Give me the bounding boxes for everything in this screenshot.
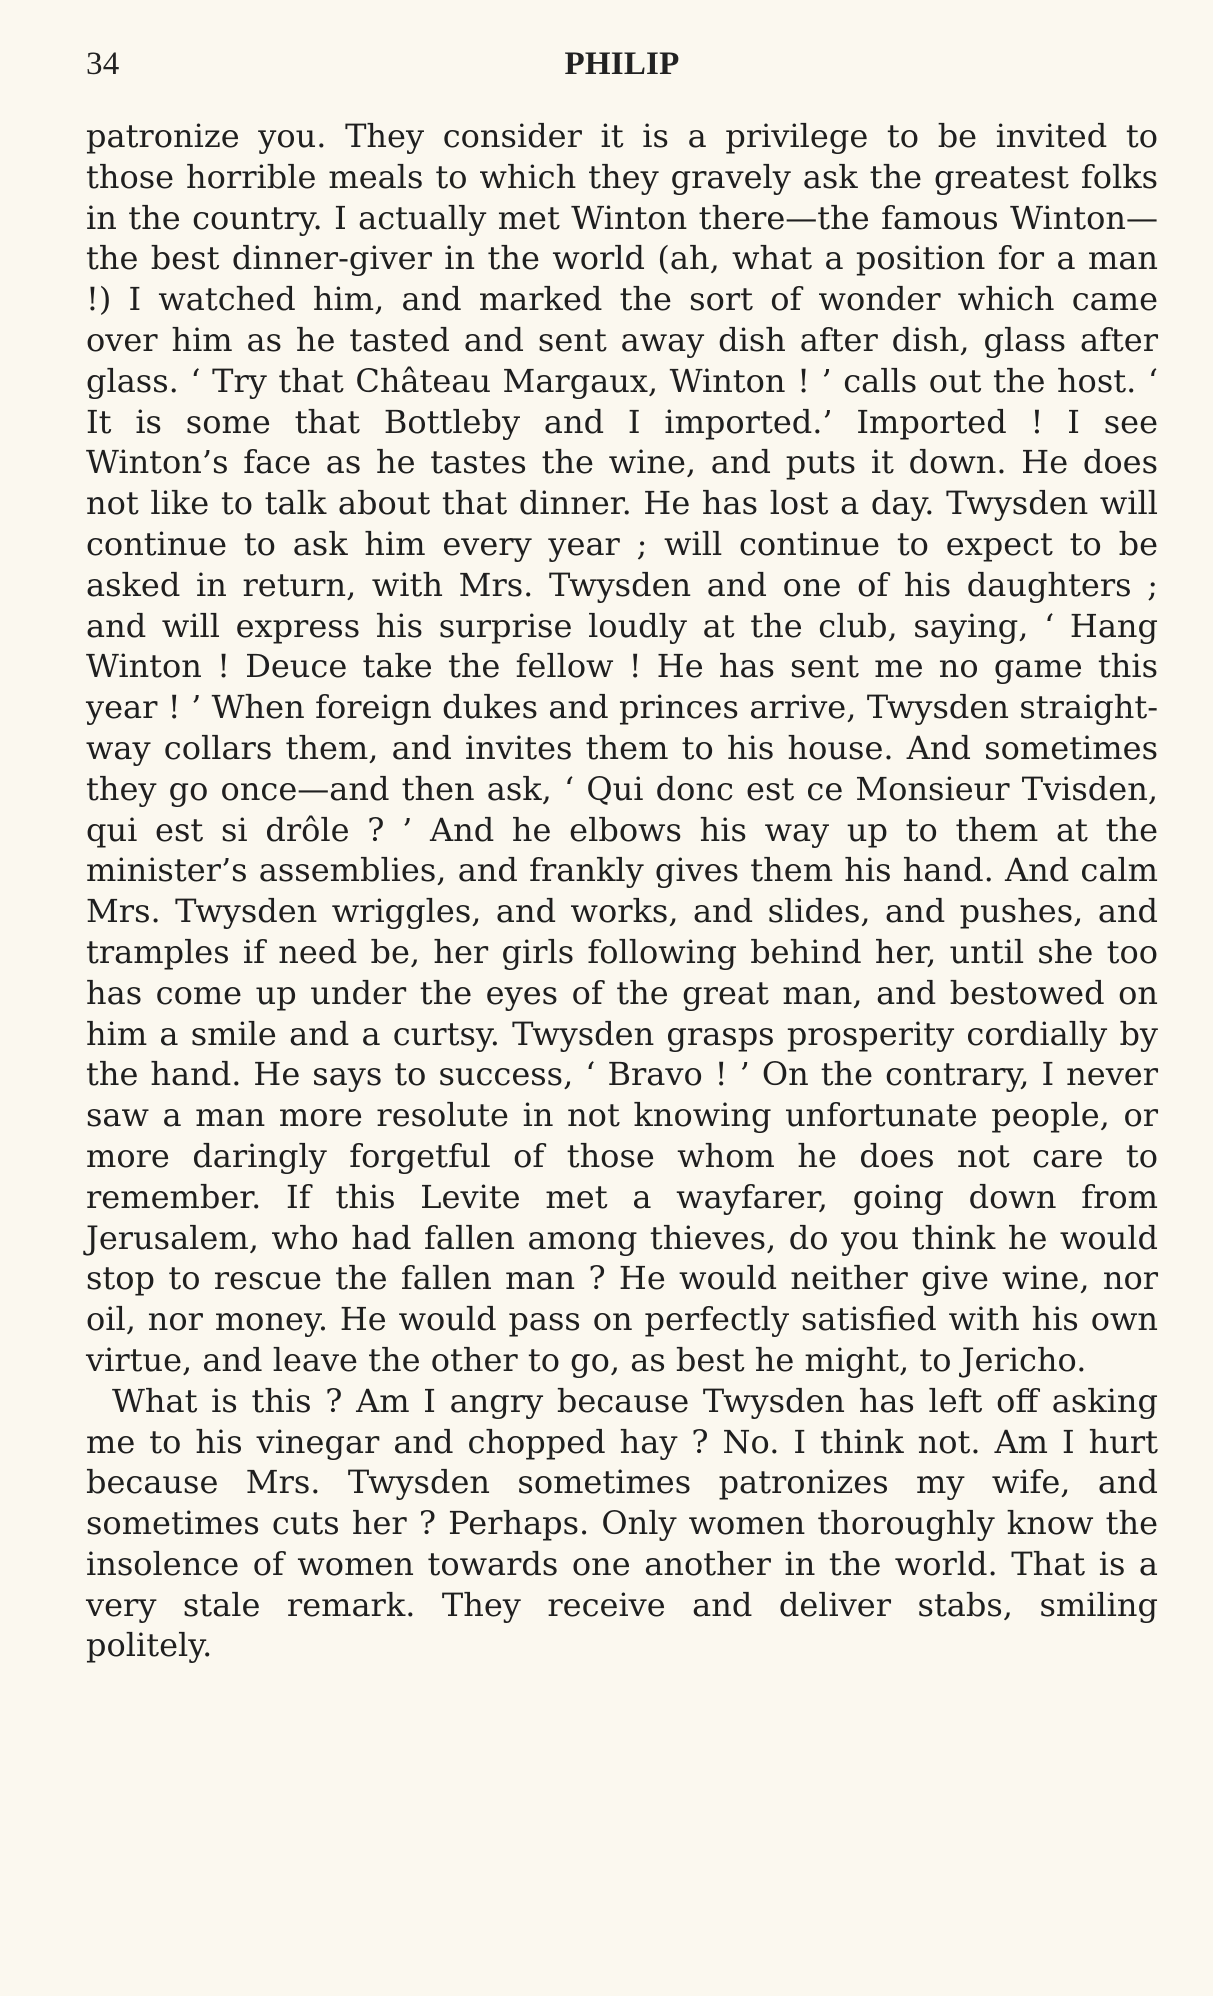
paragraph-1: patronize you. They consider it is a privilege to be invited to those horrible meals to which they gravely ask the greatest folks in the country. I actually met Winton there—the famous Winton—the best dinner-giver in the world (ah, what a position for a man !) I watched him, and marked the sort of wonder which came over him as he tasted and sent away dish after dish, glass after glass. ‘ Try that Château Margaux, Winton ! ’ calls out the host. ‘ It is some that Bottleby and I imported.’ Imported ! I see Winton’s face as he tastes the wine, and puts it down. He does not like to talk about that dinner. He has lost a day. Twysden will continue to ask him every year ; will continue to expect to be asked in return, with Mrs. Twysden and one of his daughters ; and will express his surprise loudly at the club, saying, ‘ Hang Winton ! Deuce take the fellow ! He has sent me no game this year ! ’ When foreign dukes and princes arrive, Twysden straight-way collars them, and invites them to his house. And sometimes they go once—and then ask, ‘ Qui donc est ce Monsieur Tvisden, qui est si drôle ? ’ And he elbows his way up to them at the minister’s assemblies, and frankly gives them his hand. And calm Mrs. Twysden wriggles, and works, and slides, and pushes, and tramples if need be, her girls following behind her, until she too has come up under the eyes of the great man, and bestowed on him a smile and a curtsy. Twysden grasps prosperity cordially by the hand. He says to success, ‘ Bravo ! ’ On the contrary, I never saw a man more resolute in not knowing unfortunate people, or more daringly forgetful of those whom he does not care to remember. If this Levite met a wayfarer, going down from Jerusalem, who had fallen among thieves, do you think he would stop to rescue the fallen man ? He would neither give wine, nor oil, nor money. He would pass on perfectly satisfied with his own virtue, and leave the other to go, as best he might, to Jericho. — [86, 117, 1158, 1379]
running-title: PHILIP — [564, 46, 680, 82]
page-number: 34 — [86, 46, 120, 82]
paragraph-2: What is this ? Am I angry because Twysden has left off asking me to his vinegar and chopped hay ? No. I think not. Am I hurt because Mrs. Twysden sometimes patronizes my wife, and sometimes cuts her ? Perhaps. Only women thoroughly know the insolence of women towards one another in the world. That is a very stale remark. They receive and deliver stabs, smiling politely. — [86, 1381, 1158, 1665]
body-text — [86, 116, 1158, 1666]
book-page — [86, 42, 1158, 1972]
page-header — [86, 42, 1158, 100]
